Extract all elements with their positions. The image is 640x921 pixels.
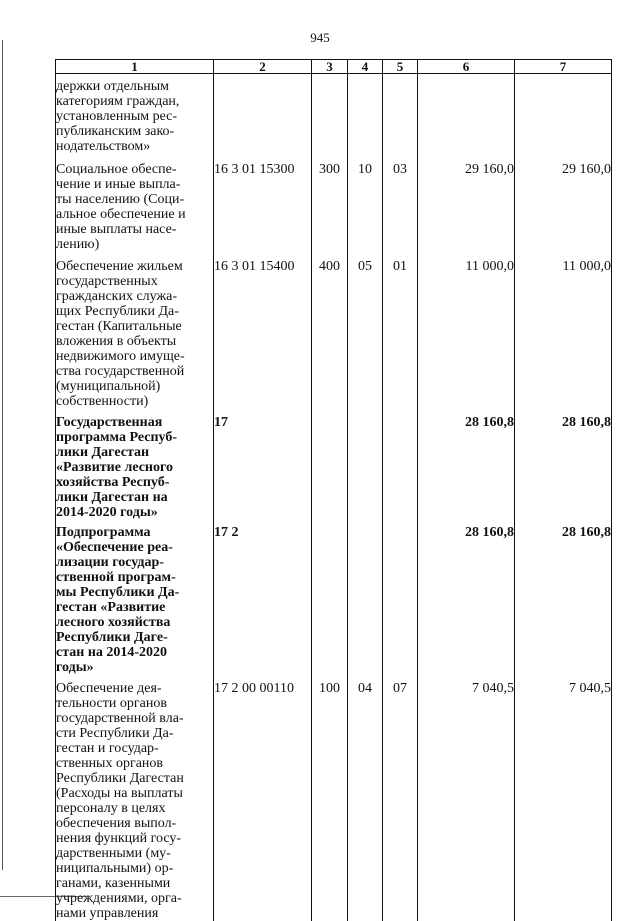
column-header-2: 2 — [214, 60, 312, 74]
amount-col6-cell: 28 160,8 — [418, 409, 515, 520]
col5-cell — [383, 409, 418, 520]
col5-cell: 07 — [383, 675, 418, 921]
table-row-subprogram — [56, 520, 612, 675]
table-row — [56, 675, 612, 921]
amount-col6-cell: 28 160,8 — [418, 520, 515, 675]
col4-cell — [348, 409, 383, 520]
col3-cell: 300 — [312, 154, 348, 252]
row-name-cell — [56, 252, 214, 409]
amount-col6-cell — [418, 74, 515, 155]
code-cell: 17 — [214, 409, 312, 520]
code-cell: 16 3 01 15400 — [214, 252, 312, 409]
amount-col7-cell: 28 160,8 — [515, 520, 612, 675]
col3-cell: 400 — [312, 252, 348, 409]
col5-cell — [383, 74, 418, 155]
col3-cell — [312, 520, 348, 675]
code-cell — [214, 74, 312, 155]
row-name-cell — [56, 520, 214, 675]
table-row-program — [56, 409, 612, 520]
amount-col7-cell: 11 000,0 — [515, 252, 612, 409]
column-header-4: 4 — [348, 60, 383, 74]
col3-cell — [312, 74, 348, 155]
row-name-cell — [56, 154, 214, 252]
amount-col6-cell: 29 160,0 — [418, 154, 515, 252]
amount-col6-cell: 7 040,5 — [418, 675, 515, 921]
col3-cell: 100 — [312, 675, 348, 921]
amount-col6-cell: 11 000,0 — [418, 252, 515, 409]
amount-col7-cell — [515, 74, 612, 155]
row-name: Подпрограмма «Обеспечение реа- лизации государ- ственной програм- мы Республики Да- гестан «Развитие лесного хозяйства Республики Даге- стан на 2014-2020 годы» — [56, 525, 180, 675]
row-name: Обеспечение дея- тельности органов государственной вла- сти Республики Да- гестан и государ- ственных органов Республики Дагестан (Расходы на выплаты персоналу в целях обеспечения выпол- нения функций госу- дарственными (му- ниципальными) ор- ганами, казенными учреждениями, орга- нами управления — [56, 681, 184, 921]
amount-col7-cell: 28 160,8 — [515, 409, 612, 520]
col5-cell: 01 — [383, 252, 418, 409]
col4-cell — [348, 74, 383, 155]
row-name-cell — [56, 74, 214, 155]
row-name-cell — [56, 675, 214, 921]
col4-cell: 04 — [348, 675, 383, 921]
column-header-6: 6 — [418, 60, 515, 74]
table-row — [56, 252, 612, 409]
column-header-7: 7 — [515, 60, 612, 74]
col4-cell — [348, 520, 383, 675]
row-name-cell — [56, 409, 214, 520]
row-name: Социальное обеспе- чение и иные выпла- ты населению (Соци- альное обеспечение и иные выплаты насе- лению) — [56, 162, 186, 252]
col5-cell: 03 — [383, 154, 418, 252]
col4-cell: 05 — [348, 252, 383, 409]
code-cell: 17 2 — [214, 520, 312, 675]
code-cell: 16 3 01 15300 — [214, 154, 312, 252]
column-header-5: 5 — [383, 60, 418, 74]
scan-edge-line — [2, 40, 3, 870]
amount-col7-cell: 29 160,0 — [515, 154, 612, 252]
code-cell: 17 2 00 00110 — [214, 675, 312, 921]
col4-cell: 10 — [348, 154, 383, 252]
row-name: Государственная программа Респуб- лики Дагестан «Развитие лесного хозяйства Респуб- лики Дагестан на 2014-2020 годы» — [56, 415, 177, 520]
table-row — [56, 154, 612, 252]
column-header-3: 3 — [312, 60, 348, 74]
table-row — [56, 74, 612, 155]
column-header-1: 1 — [56, 60, 214, 74]
budget-table — [55, 59, 612, 921]
table-header-row — [56, 60, 612, 74]
col3-cell — [312, 409, 348, 520]
row-name: Обеспечение жильем государственных гражданских служа- щих Республики Да- гестан (Капитальные вложения в объекты недвижимого имуще- ства государственной (муниципальной) собственности) — [56, 259, 185, 409]
row-name: держки отдельным категориям граждан, установленным рес- публиканским зако- нодательством» — [56, 79, 180, 154]
col5-cell — [383, 520, 418, 675]
amount-col7-cell: 7 040,5 — [515, 675, 612, 921]
page-number: 945 — [310, 30, 330, 45]
